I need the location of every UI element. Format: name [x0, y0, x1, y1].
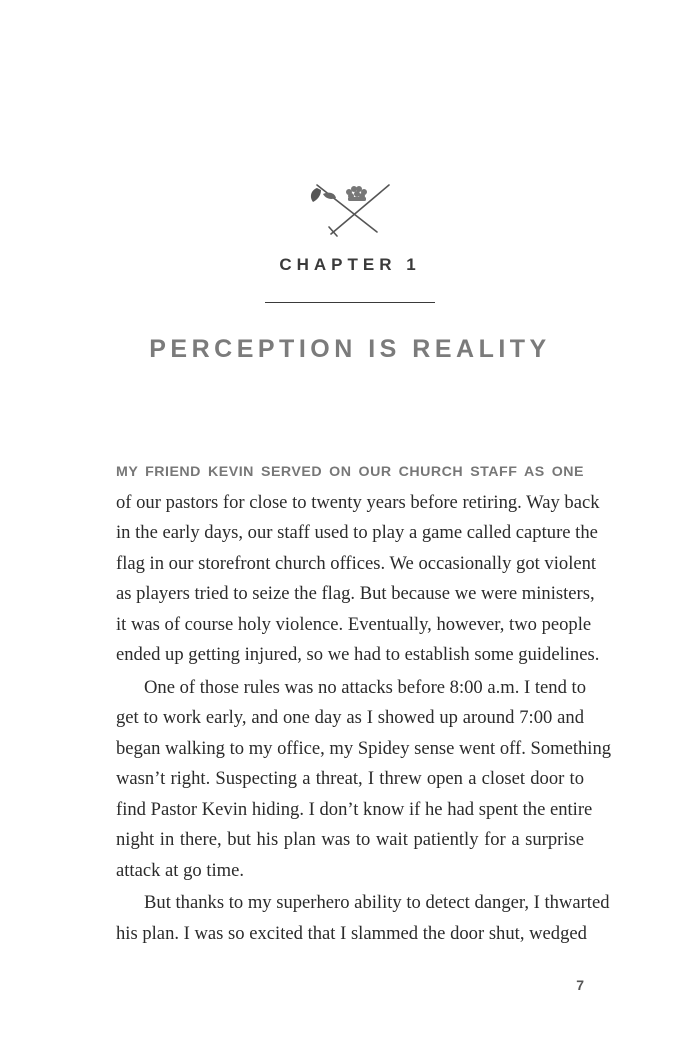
text-line: of our pastors for close to twenty years before retiring. Way back — [116, 491, 600, 513]
text-line: night in there, but his plan was to wait patiently for a surprise — [116, 829, 584, 850]
text-line: flag in our storefront church offices. We occasionally got violent — [116, 552, 597, 574]
text-line: ended up getting injured, so we had to establish some guidelines. — [116, 644, 600, 665]
text-line: attack at go time. — [116, 859, 245, 881]
text-line: as players tried to seize the flag. But because we were ministers, — [116, 583, 595, 604]
text-line: in the early days, our staff used to play a game called capture the — [116, 522, 598, 543]
text-line: find Pastor Kevin hiding. I don’t know if he had spent the entire — [116, 798, 593, 820]
text-line: get to work early, and one day as I showed up around 7:00 and — [116, 707, 584, 728]
chapter-label: CHAPTER 1 — [279, 255, 421, 274]
body-text — [116, 456, 612, 949]
text-line: began walking to my office, my Spidey sense went off. Something — [116, 737, 612, 759]
text-line: his plan. I was so excited that I slammed the door shut, wedged — [116, 922, 587, 944]
text-line: But thanks to my superhero ability to detect danger, I thwarted — [144, 892, 610, 913]
chapter-title: PERCEPTION IS REALITY — [149, 335, 551, 363]
chapter-divider — [265, 302, 435, 303]
lead-in-line — [116, 456, 584, 488]
text-line: One of those rules was no attacks before 8:00 a.m. I tend to — [144, 676, 586, 698]
page-number: 7 — [576, 977, 584, 993]
lead-in: MY FRIEND KEVIN SERVED ON OUR CHURCH STAFF AS ONE — [116, 464, 584, 480]
text-line: wasn’t right. Suspecting a threat, I threw open a closet door to — [116, 768, 584, 789]
crossed-sword-axe-crown-icon — [307, 180, 393, 240]
text-line: it was of course holy violence. Eventually, however, two people — [116, 613, 592, 635]
